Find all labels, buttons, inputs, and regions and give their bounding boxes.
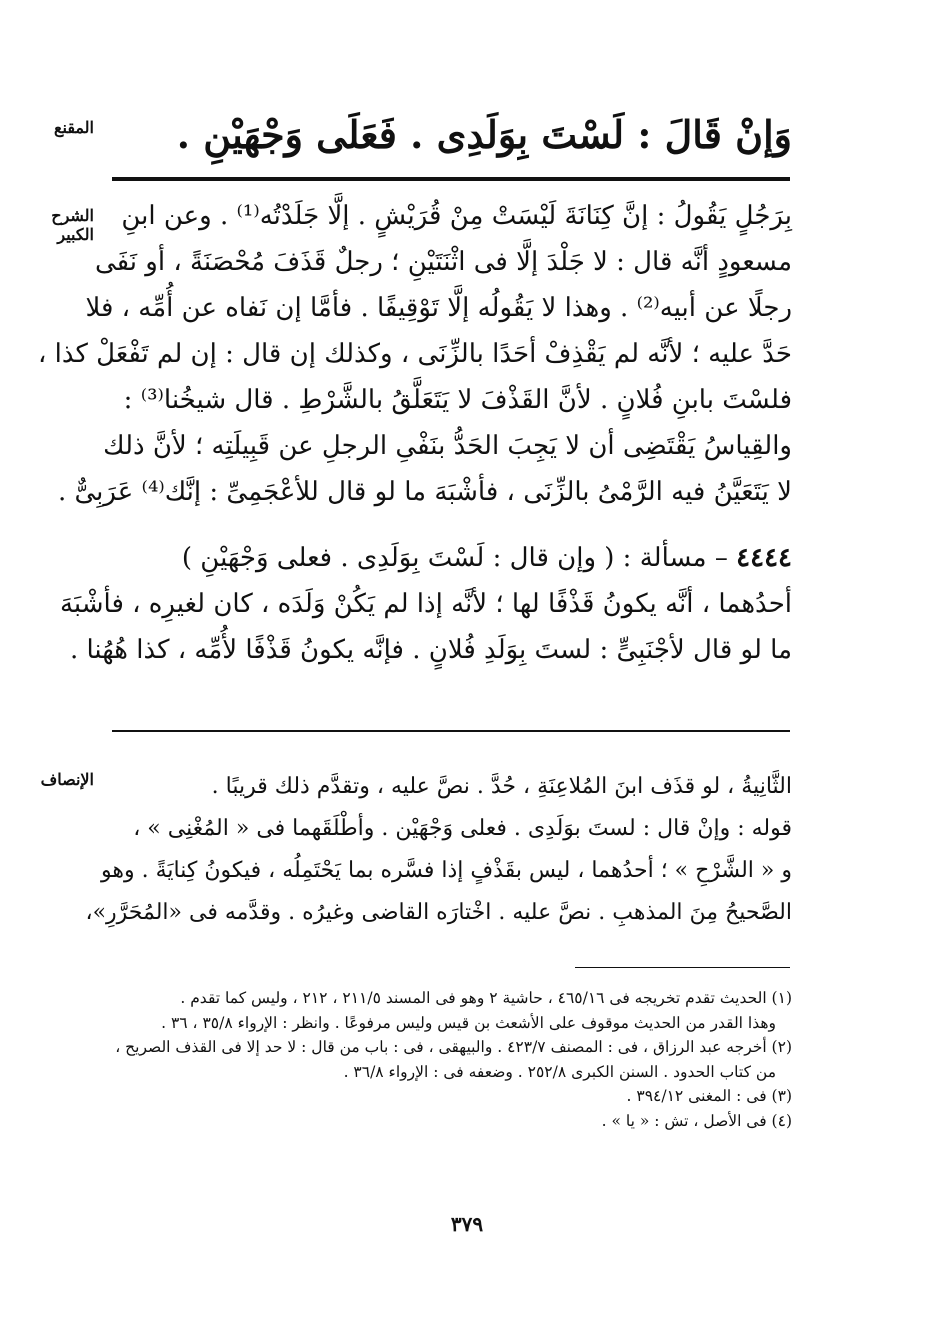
- masala-line: أحدُهما ، أنَّه يكونُ قَذْفًا لها ؛ لأنَّه إذا لم يَكُنْ وَلَدَه ، كان لغيرِه ، فأشْبَهَ: [59, 589, 792, 619]
- footnote-line: (٤) فى الأصل ، تش : « يا » .: [601, 1111, 792, 1130]
- footnote-line: من كتاب الحدود . السنن الكبرى ٢٥٢/٨ . وضعفه فى : الإرواء ٣٦/٨ .: [343, 1062, 776, 1081]
- footnote-line: (٣) فى : المغنى ٣٩٤/١٢ .: [626, 1087, 792, 1105]
- sharh-line: والقِياسُ يَقْتَضِى أن لا يَجِبَ الحَدُّ بنَفْىِ الرجلِ عن قَبِيلَتِه ؛ لأنَّ ذلك: [103, 431, 792, 461]
- footnote-line: (١) الحديث تقدم تخريجه فى ٤٦٥/١٦ ، حاشية ٢ وهو فى المسند ٢١١/٥ ، ٢١٢ ، وليس كما تقدم .: [180, 989, 792, 1007]
- insaf-line: قوله : وإنْ قال : لستَ بوَلَدِى . فعلى وَجْهَيْن . وأطْلَقَهما فى « المُغْنِى » ،: [133, 816, 792, 841]
- sharh-line: بِرَجُلٍ يَقُولُ : إنَّ كِنَانَةَ لَيْسَتْ مِنْ قُرَيْشٍ . إلَّا جَلَدْتُه⁽¹⁾ . وعن ابنِ: [121, 201, 792, 231]
- insaf-line: و « الشَّرْحِ » ؛ أحدُهما ، ليس بقَذْفٍ إذا فسَّره بما يَحْتَمِلُه ، فيكونُ كِنايَةً . وهو: [101, 858, 792, 883]
- sharh-line: مسعودٍ أنَّه قال : لا جَلْدَ إلَّا فى اثْنَتَيْنِ ؛ رجلٌ قَذَفَ مُحْصَنَةً ، أو نَفَى: [94, 247, 792, 277]
- insaf-line: الثَّانِيةُ ، لو قذَف ابنَ المُلاعِنَةِ ، حُدَّ . نصَّ عليه ، وتقدَّم ذلك قريبًا .: [211, 774, 792, 799]
- masala-number: ٤٤٤٤: [736, 543, 792, 573]
- masala-heading: [112, 535, 792, 581]
- footnote-rule: [575, 967, 790, 968]
- footnotes-block: [112, 986, 792, 1133]
- page-number: ٣٧٩: [450, 1212, 484, 1236]
- footnote-line: وهذا القدر من الحديث موقوف على الأشعث بن قيس وليس مرفوعًا . وانظر : الإرواء ٣٥/٨ ، ٣٦ .: [161, 1013, 776, 1032]
- section-rule: [112, 730, 790, 732]
- insaf-line: الصَّحيحُ مِنَ المذهبِ . نصَّ عليه . اخْتارَه القاضى وغيرُه . وقدَّمه فى «المُحَرَّرِ»،: [85, 900, 792, 925]
- side-label-muqni: المقنع: [53, 118, 94, 137]
- heading-rule: [112, 177, 790, 181]
- sharh-line: حَدَّ عليه ؛ لأنَّه لم يَقْذِفْ أحَدًا بالزِّنَى ، وكذلك إن قال : إن لم تَفْعَلْ كذا ،: [37, 339, 792, 369]
- side-label-insaf: الإنصاف: [40, 770, 94, 789]
- sharh-line: رجلًا عن أبيه⁽²⁾ . وهذا لا يَقُولُه إلَّا تَوْقِيفًا . فأمَّا إن نَفاه عن أُمِّه ، فلا: [85, 293, 792, 323]
- sharh-line: فلسْتَ بابنِ فُلانٍ . لأنَّ القَذْفَ لا يَتَعَلَّقُ بالشَّرْطِ . قال شيخُنا⁽³⁾ :: [123, 385, 792, 415]
- insaf-block: [85, 766, 792, 934]
- masala-line: ما لو قال لأجْنَبِىٍّ : لستَ بِوَلَدِ فُلانٍ . فإنَّه يكونُ قَذْفًا لأُمِّه ، كذا هُهُنا .: [69, 635, 792, 665]
- footnote-line: (٢) أخرجه عبد الرزاق ، فى : المصنف ٤٢٣/٧ . والبيهقى ، فى : باب من قال : لا حد إلا فى القذف الصريح ،: [115, 1038, 792, 1056]
- side-label-sharh-kabir: الشرح الكبير: [51, 206, 94, 244]
- masala-title: – مسألة : ( وإن قال : لَسْتَ بِوَلَدِى . فعلى وَجْهَيْنِ ): [181, 543, 728, 573]
- sharh-line: لا يَتَعَيَّنُ فيه الرَّمْىُ بالزِّنَى ، فأشْبَهَ ما لو قال للأعْجَمِىِّ : إنَّك⁽⁴⁾ عَرَبِىٌّ .: [57, 477, 792, 507]
- matn-heading: وَإنْ قَالَ : لَسْتَ بِوَلَدِى . فَعَلَى وَجْهَيْنِ .: [176, 112, 792, 157]
